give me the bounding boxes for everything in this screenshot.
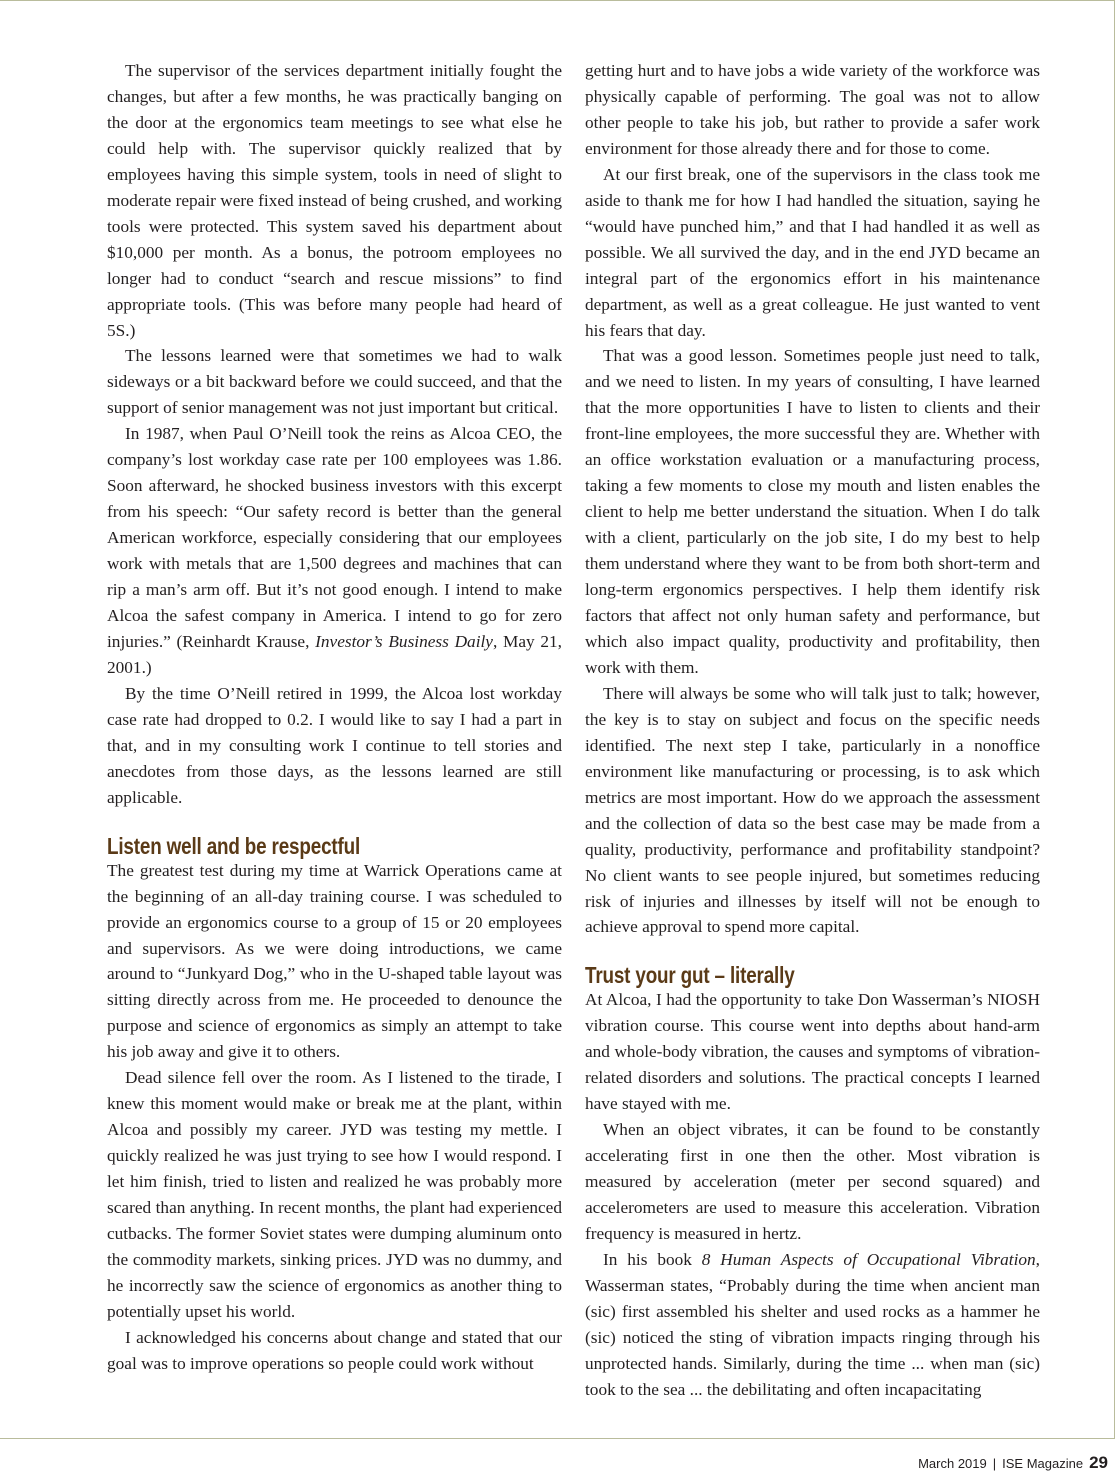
left-column bbox=[107, 58, 562, 1377]
paragraph: The greatest test during my time at Warrick Operations came at the beginning of an all-day training course. I was scheduled to provide an ergonomics course to a group of 15 or 20 employees and supervisors. As we were doing introductions, we came around to “Junkyard Dog,” who in the U-shaped table layout was sitting directly across from me. He proceeded to denounce the purpose and science of ergonomics as simply an attempt to take his job away and give it to others. bbox=[107, 860, 562, 1062]
paragraph-text: In his book bbox=[603, 1249, 702, 1269]
paragraph: Dead silence fell over the room. As I listened to the tirade, I knew this moment would make or break me at the plant, within Alcoa and possibly my career. JYD was testing my mettle. I quickly realized he was just trying to see how I would respond. I let him finish, tried to listen and realized he was probably more scared than anything. In recent months, the plant had experienced cutbacks. The former Soviet states were dumping aluminum onto the commodity markets, sinking prices. JYD was no dummy, and he incorrectly saw the science of ergonomics as another thing to potentially upset his world. bbox=[107, 1068, 562, 1321]
paragraph: The supervisor of the services department initially fought the changes, but after a few months, he was practically banging on the door at the ergonomics team meetings to see what else he could help with. The supervisor quickly realized that by employees having this simple system, tools in need of slight to moderate repair were fixed instead of being crushed, and working tools were protected. This system saved his department about $10,000 per month. As a bonus, the potroom employees no longer had to conduct “search and rescue missions” to find appropriate tools. (This was before many people had heard of 5S.) bbox=[107, 61, 562, 340]
paragraph-text: , Wasserman states, “Probably during the time when ancient man (sic) first assembled his shelter and used rocks as a hammer he (sic) noticed the sting of vibration impacts ringing through his unprotected hands. Similarly, during the time ... when man (sic) took to the sea ... the debilitating and often incapacitating bbox=[585, 1249, 1040, 1399]
paragraph: The lessons learned were that sometimes we had to walk sideways or a bit backward before we could succeed, and that the support of senior management was not just important but critical. bbox=[107, 346, 562, 418]
book-title: 8 Human Aspects of Occupational Vibration bbox=[701, 1249, 1036, 1269]
page-number: 29 bbox=[1089, 1453, 1108, 1472]
page-frame-top bbox=[0, 0, 1115, 1]
paragraph: When an object vibrates, it can be found to be constantly accelerating first in one then the other. Most vibration is measured by acceleration (meter per second squared) and accelerometers are used to measure this acceleration. Vibration frequency is measured in hertz. bbox=[585, 1120, 1040, 1243]
section-heading: Trust your gut – literally bbox=[585, 962, 795, 989]
section-heading: Listen well and be respectful bbox=[107, 832, 361, 859]
paragraph: At Alcoa, I had the opportunity to take Don Wasserman’s NIOSH vibration course. This course went into depths about hand-arm and whole-body vibration, the causes and symptoms of vibration-related disorders and solutions. The practical concepts I learned have stayed with me. bbox=[585, 990, 1040, 1114]
page-footer bbox=[918, 1453, 1108, 1473]
paragraph: By the time O’Neill retired in 1999, the Alcoa lost workday case rate had dropped to 0.2. I would like to say I had a part in that, and in my consulting work I continue to tell stories and anecdotes from those days, as the lessons learned are still applicable. bbox=[107, 683, 562, 807]
paragraph: There will always be some who will talk just to talk; however, the key is to stay on subject and focus on the specific needs identified. The next step I take, particularly in a nonoffice environment like manufacturing or processing, is to ask which metrics are most important. How do we approach the assessment and the collection of data so the best case may be made from a quality, productivity, performance and profitability standpoint? No client wants to see people injured, but sometimes reducing risk of injuries and illnesses by itself will not be enough to achieve approval to spend more capital. bbox=[585, 683, 1040, 937]
paragraph: That was a good lesson. Sometimes people just need to talk, and we need to listen. In my years of consulting, I have learned that the more opportunities I have to listen to clients and their front-line employees, the more successful they are. Whether with an office workstation evaluation or a manufacturing process, taking a few moments to close my mouth and listen enables the client to help me better understand the situation. When I do talk with a client, particularly on the job site, I do my best to help them understand where they want to be from both short-term and long-term ergonomics perspectives. I help them identify risk factors that affect not only human safety and performance, but which also impact quality, productivity and profitability, then work with them. bbox=[585, 346, 1040, 677]
paragraph: getting hurt and to have jobs a wide variety of the workforce was physically capable of performing. The goal was not to allow other people to take his job, but rather to provide a safer work environment for those already there and for those to come. bbox=[585, 61, 1040, 158]
footer-date: March 2019 bbox=[918, 1456, 987, 1471]
page-frame-bottom bbox=[0, 1438, 1115, 1439]
right-column bbox=[585, 58, 1040, 1403]
paragraph bbox=[585, 1247, 1040, 1403]
footer-magazine: ISE Magazine bbox=[1002, 1456, 1084, 1471]
publication-title: Investor’s Business Daily bbox=[315, 631, 493, 651]
paragraph: At our first break, one of the supervisors in the class took me aside to thank me for how I had handled the situation, saying he “would have punched him,” and that I had handled it as well as possible. We all survived the day, and in the end JYD became an integral part of the ergonomics effort in his maintenance department, as well as a great colleague. He just wanted to vent his fears that day. bbox=[585, 164, 1040, 340]
paragraph bbox=[107, 421, 562, 681]
paragraph: I acknowledged his concerns about change and stated that our goal was to improve operations so people could work without bbox=[107, 1327, 562, 1373]
paragraph-text: , May 21, 2001.) bbox=[107, 631, 562, 677]
footer-separator: | bbox=[992, 1456, 997, 1471]
paragraph-text: In 1987, when Paul O’Neill took the reins as Alcoa CEO, the company’s lost workday case rate per 100 employees was 1.86. Soon afterward, he shocked business investors with this excerpt from his speech: “Our safety record is better than the general American workforce, especially considering that our employees work with metals that are 1,500 degrees and machines that can rip a man’s arm off. But it’s not good enough. I intend to make Alcoa the safest company in America. I intend to go for zero injuries.” (Reinhardt Krause, bbox=[107, 424, 562, 651]
